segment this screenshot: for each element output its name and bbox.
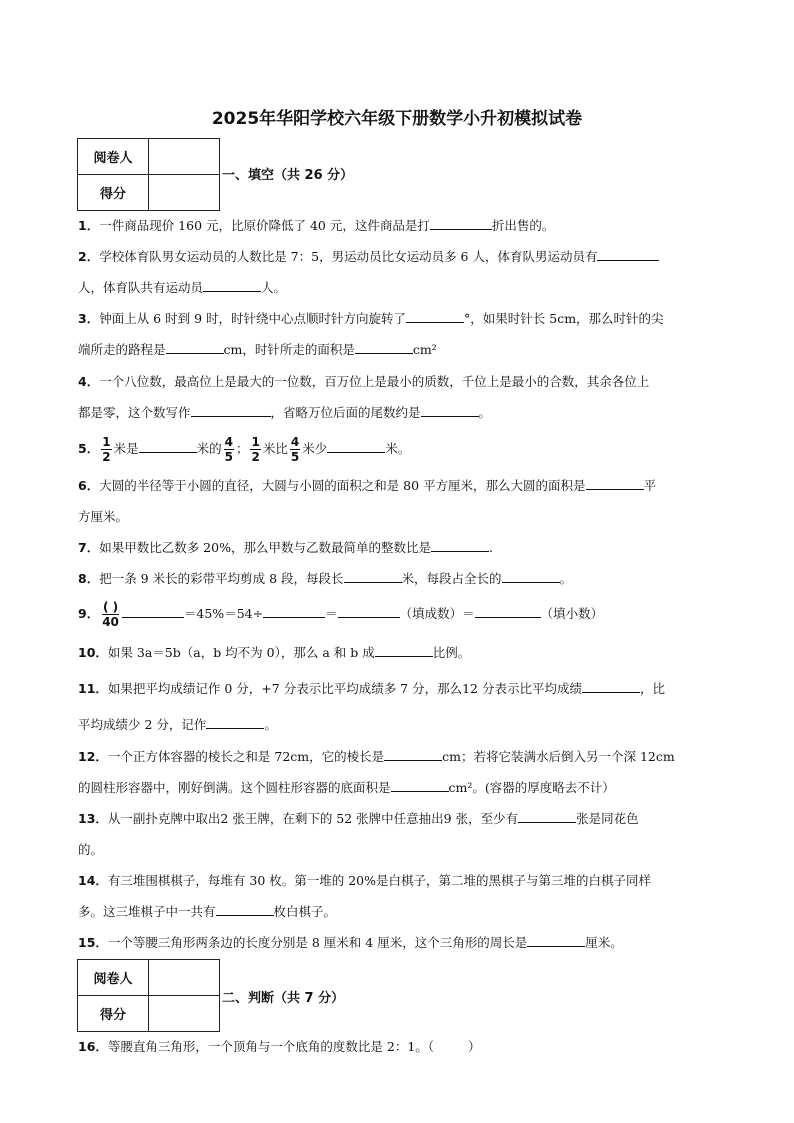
question-text: 平均成绩少 2 分，记作	[78, 717, 207, 732]
denominator: 2	[102, 450, 111, 464]
numerator: 1	[102, 435, 111, 449]
question-text: °，如果时针长 5cm，那么时针的尖	[464, 311, 664, 326]
fraction	[101, 435, 111, 464]
question-text: 都是零，这个数写作	[78, 405, 191, 420]
question-number: 7．	[78, 540, 100, 555]
question-12	[78, 741, 746, 773]
answer-blank[interactable]	[338, 603, 400, 618]
question-text: 人，体育队共有运动员	[78, 280, 204, 295]
reviewer-cell[interactable]	[149, 960, 220, 996]
score-box	[77, 959, 220, 1032]
question-1	[78, 210, 746, 242]
question-number: 13．	[78, 811, 108, 826]
question-number: 10．	[78, 645, 108, 660]
question-text: ＝45%＝54÷	[183, 606, 264, 621]
question-text: 人。	[261, 280, 287, 295]
question-3	[78, 303, 746, 335]
question-13	[78, 803, 746, 835]
answer-blank[interactable]	[191, 402, 271, 417]
question-text: 米。	[385, 441, 411, 456]
question-text: 有三堆围棋棋子，每堆有 30 枚。第一堆的 20%是白棋子，第二堆的黑棋子与第三堆的白棋子同样	[107, 873, 652, 888]
question-text: ，比	[640, 681, 666, 696]
question-text: 米是	[113, 441, 139, 456]
answer-blank[interactable]	[206, 714, 264, 729]
question-11	[78, 673, 746, 705]
question-text: 。	[478, 405, 492, 420]
question-text: 一个等腰三角形两条边的长度分别是 8 厘米和 4 厘米，这个三角形的周长是	[107, 935, 528, 950]
question-text: 的圆柱形容器中，刚好倒满。这个圆柱形容器的底面积是	[78, 780, 391, 795]
question-number: 6．	[78, 478, 100, 493]
question-text: 方厘米。	[78, 509, 129, 524]
answer-blank[interactable]	[355, 339, 413, 354]
numerator: 4	[224, 435, 233, 449]
question-text: ；	[235, 441, 249, 456]
fraction	[101, 600, 120, 629]
answer-blank[interactable]	[391, 777, 449, 792]
question-text: 厘米。	[585, 935, 623, 950]
answer-blank[interactable]	[327, 438, 385, 453]
answer-blank[interactable]	[375, 642, 433, 657]
question-number: 3．	[78, 311, 100, 326]
question-number: 9．	[78, 606, 100, 621]
question-text: cm²。(容器的厚度略去不计）	[448, 780, 615, 795]
question-text: .	[488, 540, 493, 555]
answer-blank[interactable]	[139, 438, 197, 453]
question-text: 如果 3a＝5b（a，b 均不为 0），那么 a 和 b 成	[107, 645, 375, 660]
question-text: 一个正方体容器的棱长之和是 72cm，它的棱长是	[107, 749, 385, 764]
question-number: 4．	[78, 374, 100, 389]
question-text: 米的	[196, 441, 222, 456]
answer-blank[interactable]	[384, 746, 442, 761]
question-text: 枚白棋子。	[273, 904, 337, 919]
question-text: 比例。	[432, 645, 471, 660]
question-number: 11．	[78, 681, 108, 696]
answer-blank[interactable]	[203, 277, 261, 292]
question-text: ，省略万位后面的尾数约是	[270, 405, 421, 420]
numerator: ( )	[102, 600, 119, 614]
question-text: 。	[264, 717, 277, 732]
question-number: 5．	[78, 441, 100, 456]
reviewer-cell[interactable]	[149, 139, 220, 175]
denominator: 5	[224, 450, 233, 464]
denominator: 40	[102, 615, 119, 629]
question-16	[78, 1031, 746, 1063]
question-number: 1．	[78, 218, 100, 233]
question-6-line-2	[78, 501, 746, 533]
score-cell[interactable]	[149, 996, 220, 1032]
section-title-judge: 二、判断（共 7 分）	[222, 991, 345, 1006]
question-text: 一个八位数，最高位上是最大的一位数，百万位上是最小的质数，千位上是最小的合数，其余各位上	[99, 374, 650, 389]
answer-blank[interactable]	[344, 568, 402, 583]
question-5	[78, 433, 746, 465]
question-text: 的。	[78, 842, 104, 857]
question-3-line-2	[78, 334, 746, 366]
answer-blank[interactable]	[475, 603, 541, 618]
question-12-line-2	[78, 772, 746, 804]
question-6	[78, 470, 746, 502]
fraction	[224, 435, 234, 464]
score-box	[77, 138, 220, 211]
reviewer-label: 阅卷人	[78, 960, 149, 996]
question-text: 如果把平均成绩记作 0 分，+7 分表示比平均成绩多 7 分，那么12 分表示比平均成绩	[107, 681, 582, 696]
answer-blank[interactable]	[421, 402, 479, 417]
answer-blank[interactable]	[166, 339, 224, 354]
answer-blank[interactable]	[518, 808, 576, 823]
question-text: ）	[468, 1039, 481, 1054]
section-title-fill: 一、填空（共 26 分）	[222, 168, 354, 183]
answer-blank[interactable]	[430, 215, 492, 230]
question-text: 折出售的。	[491, 218, 555, 233]
question-text: 从一副扑克牌中取出2 张王牌，在剩下的 52 张牌中任意抽出9 张，至少有	[107, 811, 519, 826]
question-2-line-2	[78, 272, 746, 304]
question-14	[78, 865, 746, 897]
question-text: ＝	[325, 606, 338, 621]
question-10	[78, 637, 746, 669]
question-text: 米少	[302, 441, 328, 456]
question-text: 米比	[262, 441, 288, 456]
numerator: 1	[251, 435, 260, 449]
answer-blank[interactable]	[431, 537, 489, 552]
numerator: 4	[290, 435, 300, 449]
answer-blank[interactable]	[406, 308, 464, 323]
question-text: 。	[559, 571, 573, 586]
question-text: 大圆的半径等于小圆的直径，大圆与小圆的面积之和是 80 平方厘米，那么大圆的面积是	[99, 478, 586, 493]
answer-blank[interactable]	[582, 678, 640, 693]
question-text: 平	[643, 478, 657, 493]
question-text: 把一条 9 米长的彩带平均剪成 8 段，每段长	[99, 571, 344, 586]
question-2	[78, 241, 746, 273]
question-text: 一件商品现价 160 元，比原价降低了 40 元，这件商品是打	[99, 218, 430, 233]
question-15	[78, 927, 746, 959]
question-number: 2．	[78, 249, 100, 264]
answer-blank[interactable]	[586, 475, 644, 490]
question-text: （填小数）	[540, 606, 604, 621]
score-label: 得分	[78, 175, 149, 211]
question-text: cm²	[412, 342, 437, 357]
answer-blank[interactable]	[216, 901, 274, 916]
question-text: 米，每段占全长的	[401, 571, 502, 586]
answer-blank[interactable]	[502, 568, 560, 583]
question-text: cm，时针所走的面积是	[223, 342, 355, 357]
fraction	[290, 435, 300, 464]
question-14-line-2	[78, 896, 746, 928]
question-13-line-2	[78, 834, 746, 866]
question-text: 如果甲数比乙数多 20%，那么甲数与乙数最简单的整数比是	[99, 540, 431, 555]
question-text: 等腰直角三角形，一个顶角与一个底角的度数比是 2：1。（	[107, 1039, 435, 1054]
answer-blank[interactable]	[122, 603, 184, 618]
question-text: 多。这三堆棋子中一共有	[78, 904, 216, 919]
question-11-line-2	[78, 709, 746, 741]
denominator: 5	[290, 450, 300, 464]
question-text: cm；若将它装满水后倒入另一个深 12cm	[442, 749, 675, 764]
question-4	[78, 366, 746, 398]
score-label: 得分	[78, 996, 149, 1032]
question-text: 学校体育队男女运动员的人数比是 7：5，男运动员比女运动员多 6 人，体育队男运动员有	[99, 249, 598, 264]
question-number: 14．	[78, 873, 108, 888]
fraction	[250, 435, 260, 464]
question-number: 8．	[78, 571, 100, 586]
question-9	[78, 598, 746, 630]
question-text: 端所走的路程是	[78, 342, 166, 357]
answer-blank[interactable]	[527, 932, 585, 947]
reviewer-label: 阅卷人	[78, 139, 149, 175]
answer-blank[interactable]	[597, 246, 659, 261]
question-7	[78, 532, 746, 564]
question-number: 12．	[78, 749, 108, 764]
question-8	[78, 563, 746, 595]
question-number: 15．	[78, 935, 108, 950]
question-number: 16．	[78, 1039, 108, 1054]
question-text: （填成数）＝	[399, 606, 475, 621]
denominator: 2	[251, 450, 260, 464]
question-4-line-2	[78, 397, 746, 429]
answer-blank[interactable]	[263, 603, 325, 618]
question-text: 张是同花色	[576, 811, 639, 826]
question-text: 钟面上从 6 时到 9 时，时针绕中心点顺时针方向旋转了	[99, 311, 407, 326]
score-cell[interactable]	[149, 175, 220, 211]
page-title: 2025年华阳学校六年级下册数学小升初模拟试卷	[211, 109, 583, 129]
